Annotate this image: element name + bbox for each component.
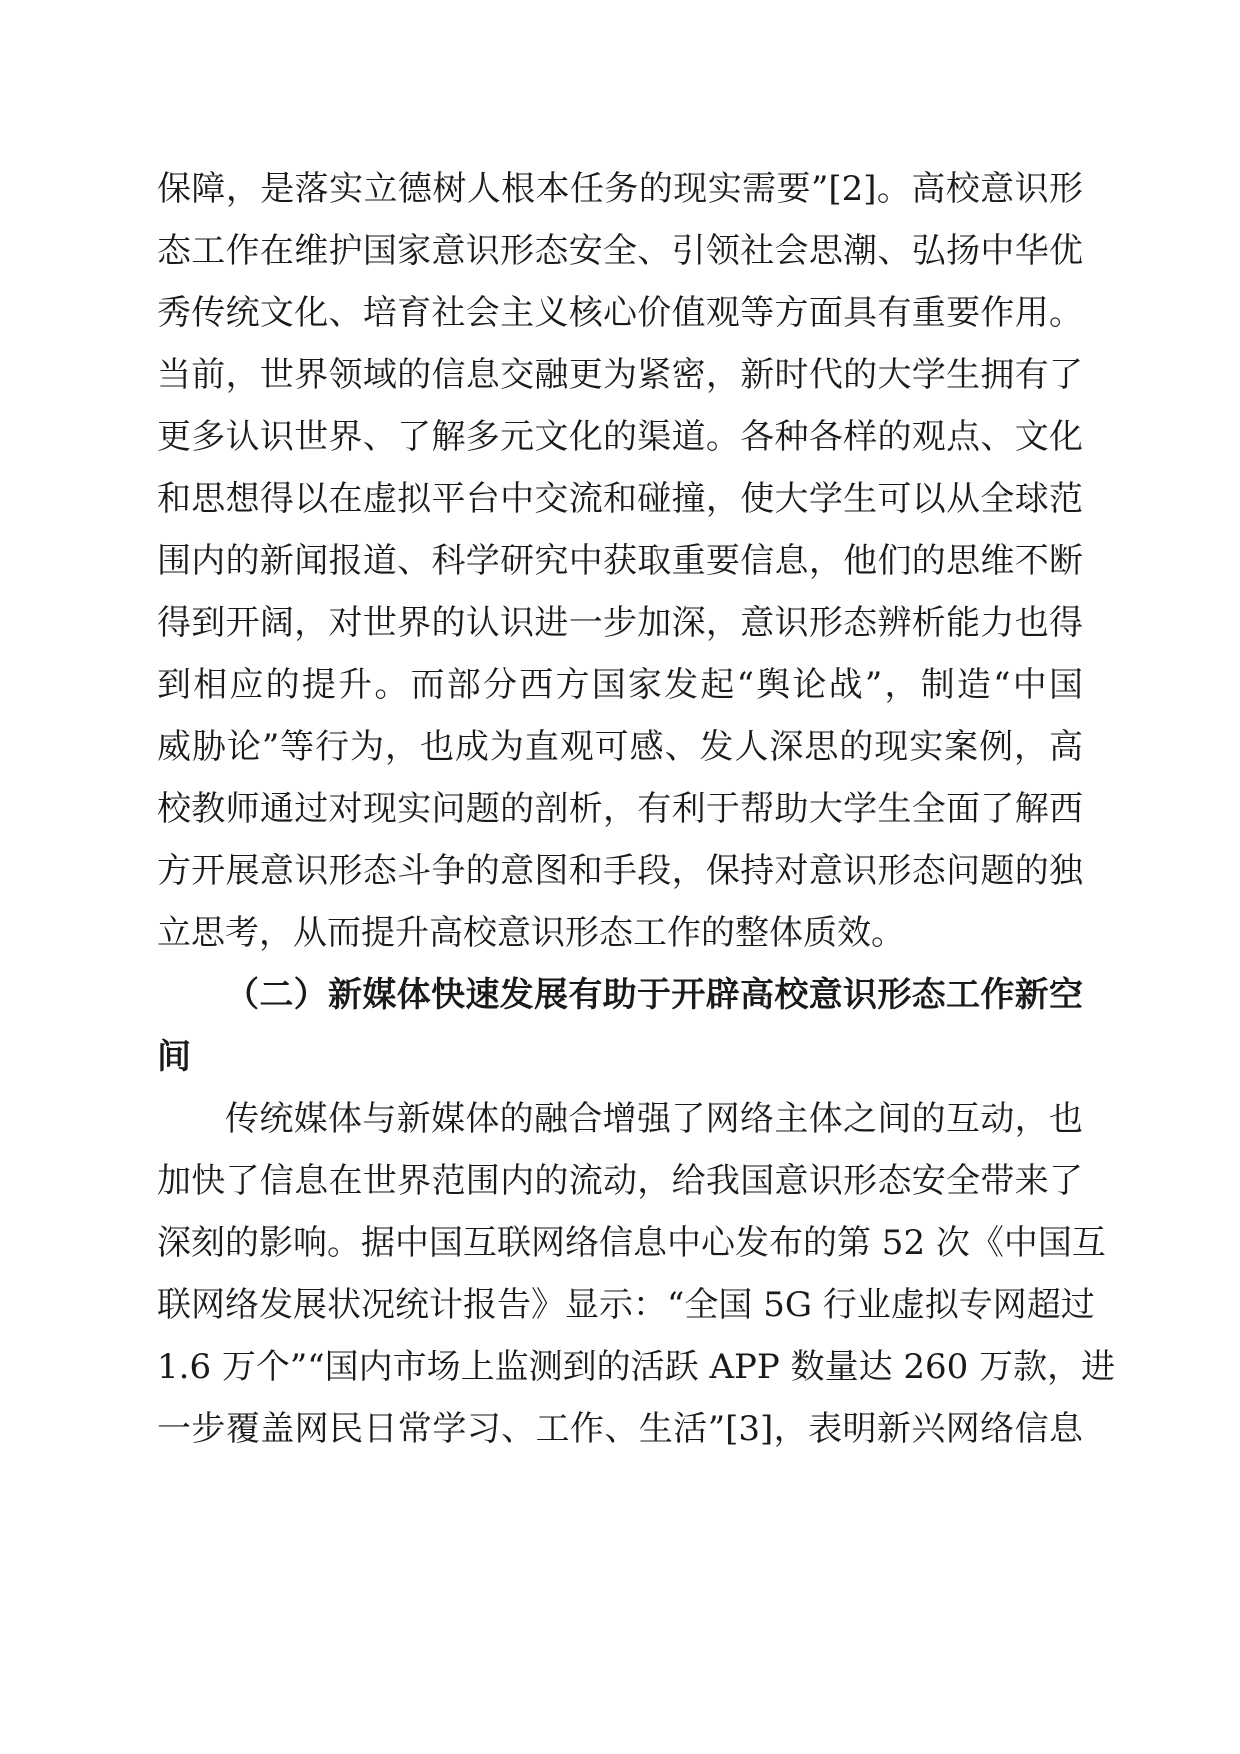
paragraph-line: 1.6 万个”“国内市场上监测到的活跃 APP 数量达 260 万款，进 <box>157 1347 1116 1387</box>
paragraph-line: 立思考，从而提升高校意识形态工作的整体质效。 <box>157 913 905 953</box>
paragraph-line: 保障，是落实立德树人根本任务的现实需要”[2]。高校意识形 <box>157 169 1083 209</box>
paragraph-line: 加快了信息在世界范围内的流动，给我国意识形态安全带来了 <box>157 1161 1083 1201</box>
paragraph-line: 围内的新闻报道、科学研究中获取重要信息，他们的思维不断 <box>157 541 1083 581</box>
paragraph-line: 威胁论”等行为，也成为直观可感、发人深思的现实案例，高 <box>157 727 1083 767</box>
paragraph-line: 和思想得以在虚拟平台中交流和碰撞，使大学生可以从全球范 <box>157 479 1083 519</box>
paragraph-line: 一步覆盖网民日常学习、工作、生活”[3]，表明新兴网络信息 <box>157 1409 1083 1449</box>
paragraph-line: 方开展意识形态斗争的意图和手段，保持对意识形态问题的独 <box>157 851 1083 891</box>
paragraph-line: 得到开阔，对世界的认识进一步加深，意识形态辨析能力也得 <box>157 603 1083 643</box>
paragraph-line: 联网络发展状况统计报告》显示：“全国 5G 行业虚拟专网超过 <box>157 1285 1095 1325</box>
paragraph-line: 秀传统文化、培育社会主义核心价值观等方面具有重要作用。 <box>157 293 1083 333</box>
paragraph-line: 传统媒体与新媒体的融合增强了网络主体之间的互动，也 <box>225 1099 1083 1139</box>
paragraph-line: 深刻的影响。据中国互联网络信息中心发布的第 52 次《中国互 <box>157 1223 1106 1263</box>
paragraph-line: 态工作在维护国家意识形态安全、引领社会思潮、弘扬中华优 <box>157 231 1083 271</box>
paragraph-line: 校教师通过对现实问题的剖析，有利于帮助大学生全面了解西 <box>157 789 1083 829</box>
section-heading: （二）新媒体快速发展有助于开辟高校意识形态工作新空 <box>225 975 1083 1015</box>
paragraph-line: 当前，世界领域的信息交融更为紧密，新时代的大学生拥有了 <box>157 355 1083 395</box>
section-heading: 间 <box>157 1037 191 1077</box>
paragraph-line: 更多认识世界、了解多元文化的渠道。各种各样的观点、文化 <box>157 417 1083 457</box>
paragraph-line: 到相应的提升。而部分西方国家发起“舆论战”，制造“中国 <box>157 665 1083 705</box>
